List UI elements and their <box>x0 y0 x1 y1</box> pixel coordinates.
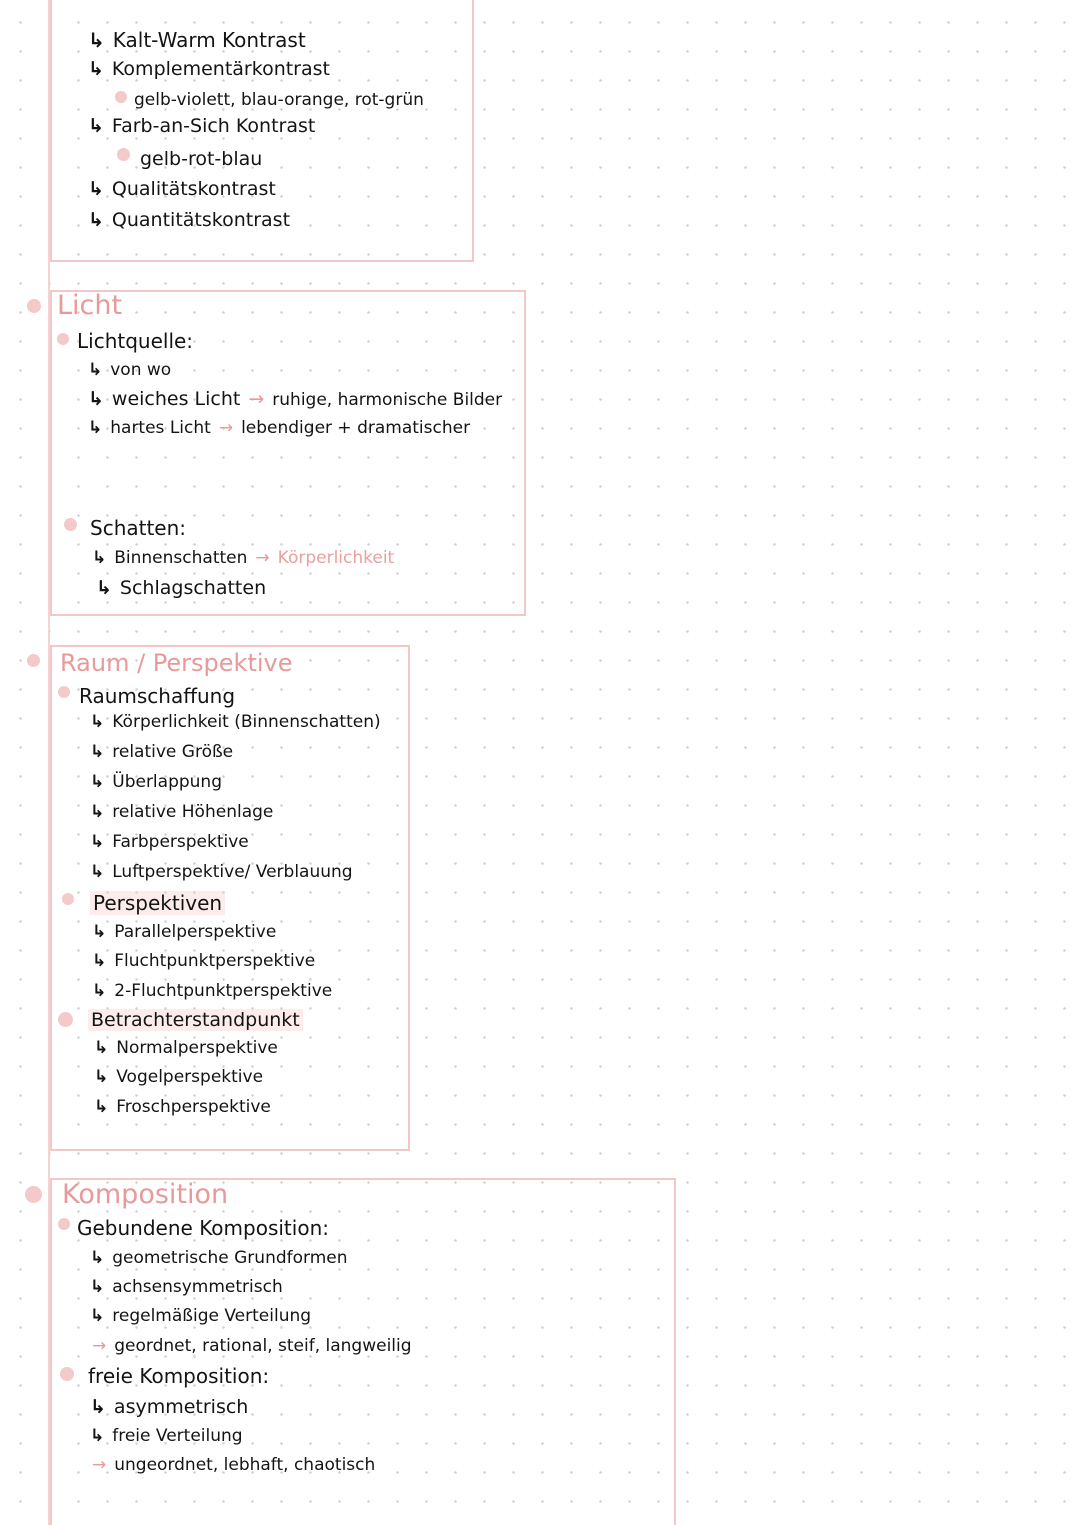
list-item: ↳ Binnenschatten → Körperlichkeit <box>92 548 395 568</box>
arrow-icon: ↳ <box>92 951 107 971</box>
arrow-icon: ↳ <box>88 360 103 380</box>
section-bullet <box>27 654 40 667</box>
list-item: ↳ Überlappung <box>90 772 222 792</box>
section-title: Raum / Perspektive <box>60 649 293 677</box>
list-item: ↳ Parallelperspektive <box>92 922 277 942</box>
arrow-icon: ↳ <box>88 388 104 410</box>
bullet-dot <box>64 518 77 531</box>
arrow-icon: ↳ <box>90 1248 105 1268</box>
list-item: ↳ geometrische Grundformen <box>90 1248 348 1268</box>
list-item: ↳ Luftperspektive/ Verblauung <box>90 862 353 882</box>
arrow-icon: ↳ <box>90 712 105 732</box>
list-item: gelb-rot-blau <box>140 148 263 170</box>
section-title: Licht <box>57 290 123 321</box>
section-bullet <box>27 299 41 313</box>
arrow-icon: ↳ <box>92 548 107 568</box>
pink-arrow-icon: → <box>92 1455 107 1475</box>
pink-arrow-icon: → <box>218 418 234 438</box>
arrow-icon: ↳ <box>90 1306 105 1326</box>
list-item: ↳ Froschperspektive <box>94 1097 271 1117</box>
list-item: ↳ von wo <box>88 360 172 380</box>
arrow-icon: ↳ <box>94 1067 109 1087</box>
arrow-icon: ↳ <box>90 742 105 762</box>
list-item: ↳ freie Verteilung <box>90 1426 243 1446</box>
list-item: ↳ weiches Licht → ruhige, harmonische Bilder <box>88 388 503 410</box>
list-item: ↳ Normalperspektive <box>94 1038 278 1058</box>
subheading: Raumschaffung <box>79 684 236 708</box>
arrow-icon: ↳ <box>88 28 105 52</box>
arrow-icon: ↳ <box>90 1277 105 1297</box>
bullet-dot <box>117 148 130 161</box>
arrow-icon: ↳ <box>88 58 104 80</box>
arrow-icon: ↳ <box>90 832 105 852</box>
arrow-icon: ↳ <box>88 418 103 438</box>
list-item: ↳ Fluchtpunktperspektive <box>92 951 316 971</box>
list-item: gelb-violett, blau-orange, rot-grün <box>134 90 424 110</box>
list-item: ↳ Komplementärkontrast <box>88 58 330 80</box>
list-item: ↳ relative Größe <box>90 742 234 762</box>
arrow-icon: ↳ <box>92 922 107 942</box>
arrow-icon: ↳ <box>96 577 112 599</box>
list-item: ↳ Schlagschatten <box>96 577 267 599</box>
list-item: ↳ Farb-an-Sich Kontrast <box>88 115 316 137</box>
result-line: → geordnet, rational, steif, langweilig <box>92 1336 412 1356</box>
section-title: Komposition <box>62 1179 229 1210</box>
bullet-dot <box>58 1012 73 1027</box>
subheading: Betrachterstandpunkt <box>88 1011 303 1030</box>
list-item: ↳ Qualitätskontrast <box>88 178 276 200</box>
section-bullet <box>25 1186 42 1203</box>
arrow-icon: ↳ <box>90 1396 106 1418</box>
bullet-dot <box>58 1218 70 1230</box>
list-item: ↳ Farbperspektive <box>90 832 249 852</box>
bullet-dot <box>58 686 70 698</box>
pink-arrow-icon: → <box>255 548 270 568</box>
arrow-icon: ↳ <box>90 862 105 882</box>
list-item: ↳ Quantitätskontrast <box>88 209 291 231</box>
arrow-icon: ↳ <box>88 115 104 137</box>
subheading: freie Komposition: <box>88 1364 270 1388</box>
subheading: Perspektiven <box>90 893 225 913</box>
arrow-icon: ↳ <box>88 178 104 200</box>
list-item: ↳ Kalt-Warm Kontrast <box>88 28 306 52</box>
list-item: ↳ regelmäßige Verteilung <box>90 1306 312 1326</box>
result-line: → ungeordnet, lebhaft, chaotisch <box>92 1455 376 1475</box>
arrow-icon: ↳ <box>90 772 105 792</box>
bullet-dot <box>60 1367 74 1381</box>
bullet-dot <box>57 333 69 345</box>
arrow-icon: ↳ <box>90 1426 105 1446</box>
subheading: Gebundene Komposition: <box>77 1216 329 1240</box>
list-item: ↳ 2-Fluchtpunktperspektive <box>92 981 333 1001</box>
arrow-icon: ↳ <box>94 1038 109 1058</box>
list-item: ↳ Körperlichkeit (Binnenschatten) <box>90 712 381 732</box>
bullet-dot <box>115 91 127 103</box>
list-item: ↳ asymmetrisch <box>90 1396 249 1418</box>
list-item: ↳ achsensymmetrisch <box>90 1277 283 1297</box>
arrow-icon: ↳ <box>94 1097 109 1117</box>
bullet-dot <box>62 893 74 905</box>
arrow-icon: ↳ <box>90 802 105 822</box>
arrow-icon: ↳ <box>88 209 104 231</box>
subheading: Lichtquelle: <box>77 329 194 353</box>
pink-arrow-icon: → <box>92 1336 107 1356</box>
arrow-icon: ↳ <box>92 981 107 1001</box>
list-item: ↳ Vogelperspektive <box>94 1067 264 1087</box>
list-item: ↳ relative Höhenlage <box>90 802 274 822</box>
subheading: Schatten: <box>90 516 187 540</box>
pink-arrow-icon: → <box>248 388 265 410</box>
list-item: ↳ hartes Licht → lebendiger + dramatischer <box>88 418 471 438</box>
